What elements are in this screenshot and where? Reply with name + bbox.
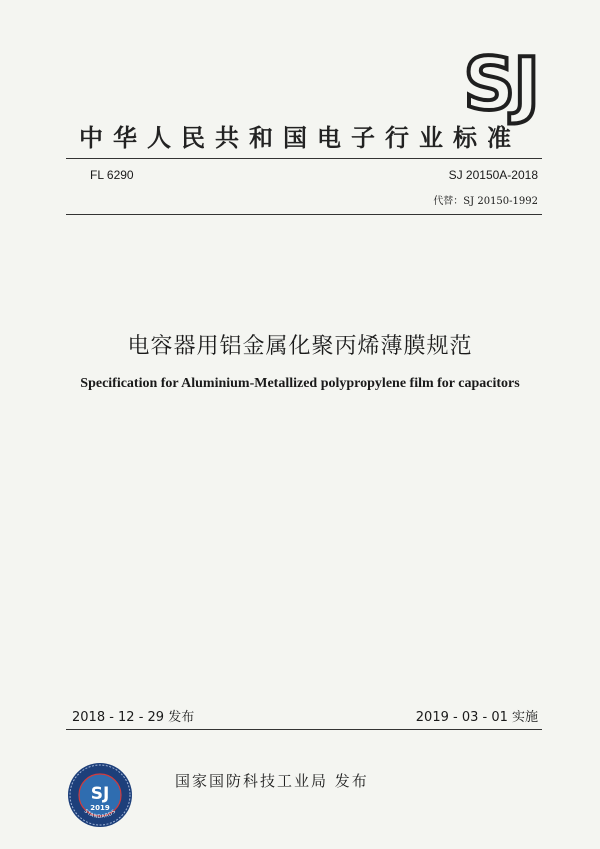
english-title: Specification for Aluminium-Metallized polypropylene film for capacitors (80, 376, 520, 391)
chinese-title: 电容器用铝金属化聚丙烯薄膜规范 (127, 334, 473, 359)
seal-initials: SJ (90, 784, 110, 804)
classification-code: FL 6290 (90, 168, 134, 182)
issuing-authority: 国家国防科技工业局 发布 (175, 772, 369, 790)
meta-divider (66, 214, 542, 215)
replaces-note: 代替：SJ 20150-1992 (433, 196, 538, 207)
seal-year: 2019 (90, 804, 110, 812)
standards-seal-icon (67, 762, 133, 828)
bottom-divider (66, 729, 542, 730)
organization-title: 中华人民共和国电子行业标准 (79, 124, 521, 152)
standard-number: SJ 20150A-2018 (448, 168, 538, 182)
seal-ring-text: STANDARDS (82, 808, 118, 821)
implementation-date: 2019 - 03 - 01 实施 (415, 710, 538, 725)
issue-date: 2018 - 12 - 29 发布 (72, 710, 195, 725)
sj-logo: SJ (463, 42, 538, 126)
top-divider (66, 158, 542, 159)
